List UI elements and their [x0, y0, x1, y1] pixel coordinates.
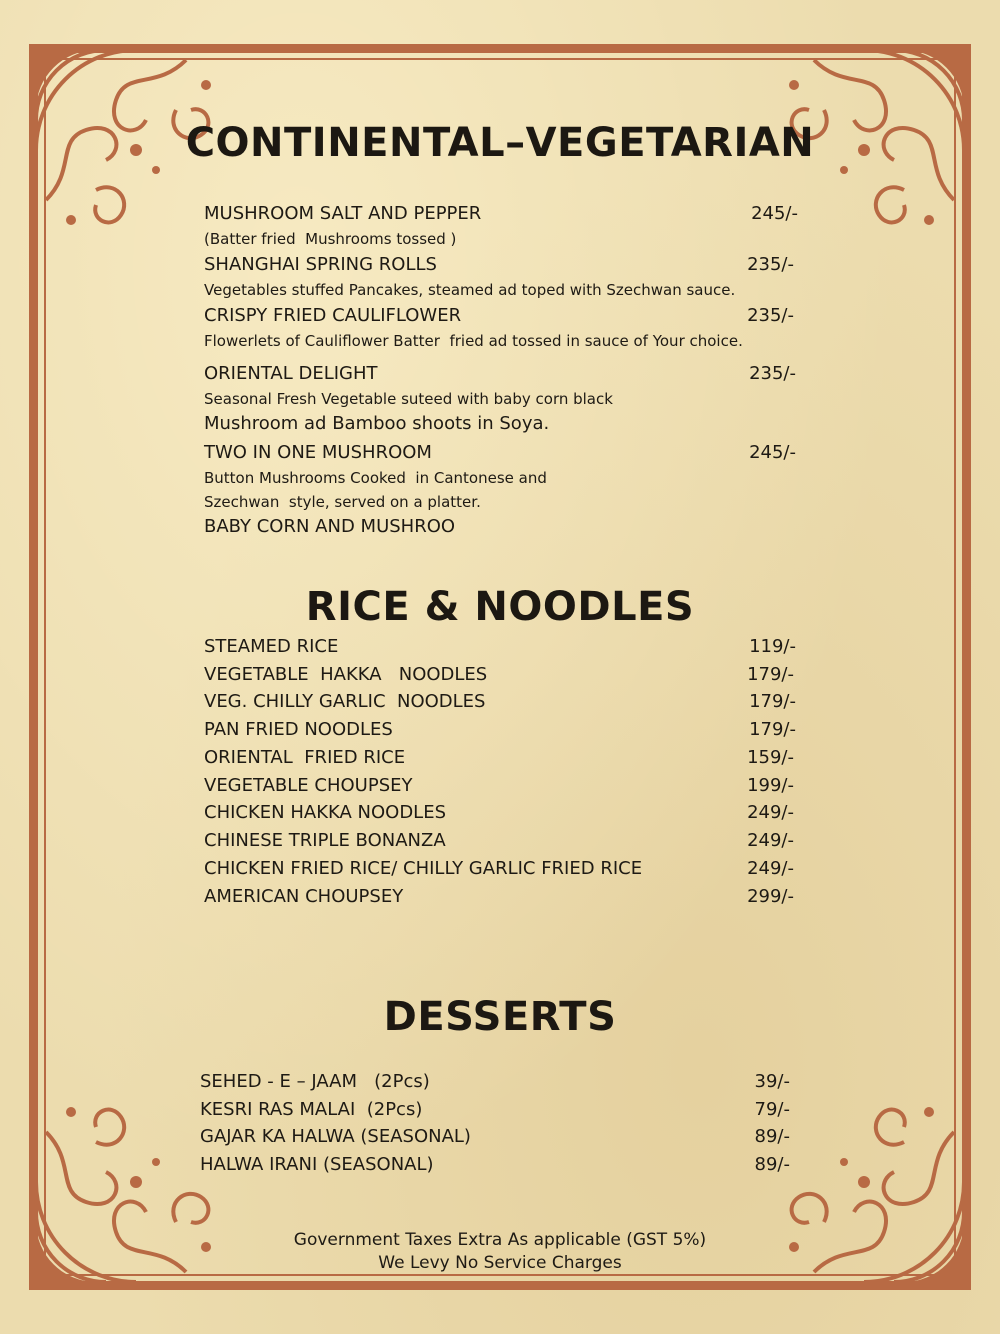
menu-item-price: 39/-	[754, 1071, 790, 1092]
menu-item-name: VEGETABLE CHOUPSEY	[204, 775, 413, 796]
menu-item-name: BABY CORN AND MUSHROO	[204, 516, 456, 537]
menu-item-name: SEHED - E – JAAM (2Pcs)	[200, 1071, 430, 1092]
menu-item-name: CHICKEN FRIED RICE/ CHILLY GARLIC FRIED RICE	[204, 858, 643, 879]
menu-item-description: Flowerlets of Cauliflower Batter fried ad tossed in sauce of Your choice.	[204, 332, 743, 350]
menu-item-price: 245/-	[751, 203, 798, 224]
menu-item-description: Vegetables stuffed Pancakes, steamed ad toped with Szechwan sauce.	[204, 281, 736, 299]
menu-item-name: GAJAR KA HALWA (SEASONAL)	[200, 1126, 471, 1147]
menu-item-price: 249/-	[747, 858, 794, 879]
menu-item-price: 235/-	[749, 363, 796, 384]
menu-item-price: 199/-	[747, 775, 794, 796]
menu-item-price: 159/-	[747, 747, 794, 768]
menu-item-description: (Batter fried Mushrooms tossed )	[204, 230, 457, 248]
menu-item-price: 89/-	[754, 1126, 790, 1147]
menu-item-price: 249/-	[747, 830, 794, 851]
menu-item-name: ORIENTAL DELIGHT	[204, 363, 378, 384]
menu-item-name: SHANGHAI SPRING ROLLS	[204, 254, 437, 275]
section-title-desserts: DESSERTS	[383, 994, 617, 1040]
menu-item-description: Szechwan style, served on a platter.	[204, 493, 481, 511]
menu-item-price: 245/-	[749, 442, 796, 463]
menu-item-name: STEAMED RICE	[204, 636, 339, 657]
footer-service-note: We Levy No Service Charges	[378, 1253, 622, 1273]
menu-item-name: TWO IN ONE MUSHROOM	[204, 442, 432, 463]
menu-item-name: HALWA IRANI (SEASONAL)	[200, 1154, 434, 1175]
menu-item-price: 79/-	[754, 1099, 790, 1120]
menu-item-name: AMERICAN CHOUPSEY	[204, 886, 404, 907]
menu-item-name: PAN FRIED NOODLES	[204, 719, 393, 740]
menu-item-name: CRISPY FRIED CAULIFLOWER	[204, 305, 462, 326]
menu-item-description: Mushroom ad Bamboo shoots in Soya.	[204, 413, 550, 434]
menu-item-price: 235/-	[747, 305, 794, 326]
menu-item-description: Seasonal Fresh Vegetable suteed with baby corn black	[204, 390, 613, 408]
menu-item-name: CHINESE TRIPLE BONANZA	[204, 830, 446, 851]
menu-item-name: ORIENTAL FRIED RICE	[204, 747, 406, 768]
menu-item-price: 179/-	[749, 719, 796, 740]
menu-item-name: CHICKEN HAKKA NOODLES	[204, 802, 447, 823]
menu-item-price: 179/-	[747, 664, 794, 685]
menu-item-name: VEGETABLE HAKKA NOODLES	[204, 664, 488, 685]
menu-item-name: VEG. CHILLY GARLIC NOODLES	[204, 691, 486, 712]
menu-item-name: MUSHROOM SALT AND PEPPER	[204, 203, 482, 224]
menu-item-price: 179/-	[749, 691, 796, 712]
section-title-rice-noodles: RICE & NOODLES	[305, 584, 695, 630]
section-title-continental: CONTINENTAL–VEGETARIAN	[185, 120, 815, 166]
menu-item-price: 299/-	[747, 886, 794, 907]
menu-item-price: 249/-	[747, 802, 794, 823]
footer-tax-note: Government Taxes Extra As applicable (GST 5%)	[293, 1230, 707, 1250]
menu-item-price: 119/-	[749, 636, 796, 657]
menu-item-price: 235/-	[747, 254, 794, 275]
menu-item-price: 89/-	[754, 1154, 790, 1175]
menu-item-name: KESRI RAS MALAI (2Pcs)	[200, 1099, 423, 1120]
menu-item-description: Button Mushrooms Cooked in Cantonese and	[204, 469, 547, 487]
